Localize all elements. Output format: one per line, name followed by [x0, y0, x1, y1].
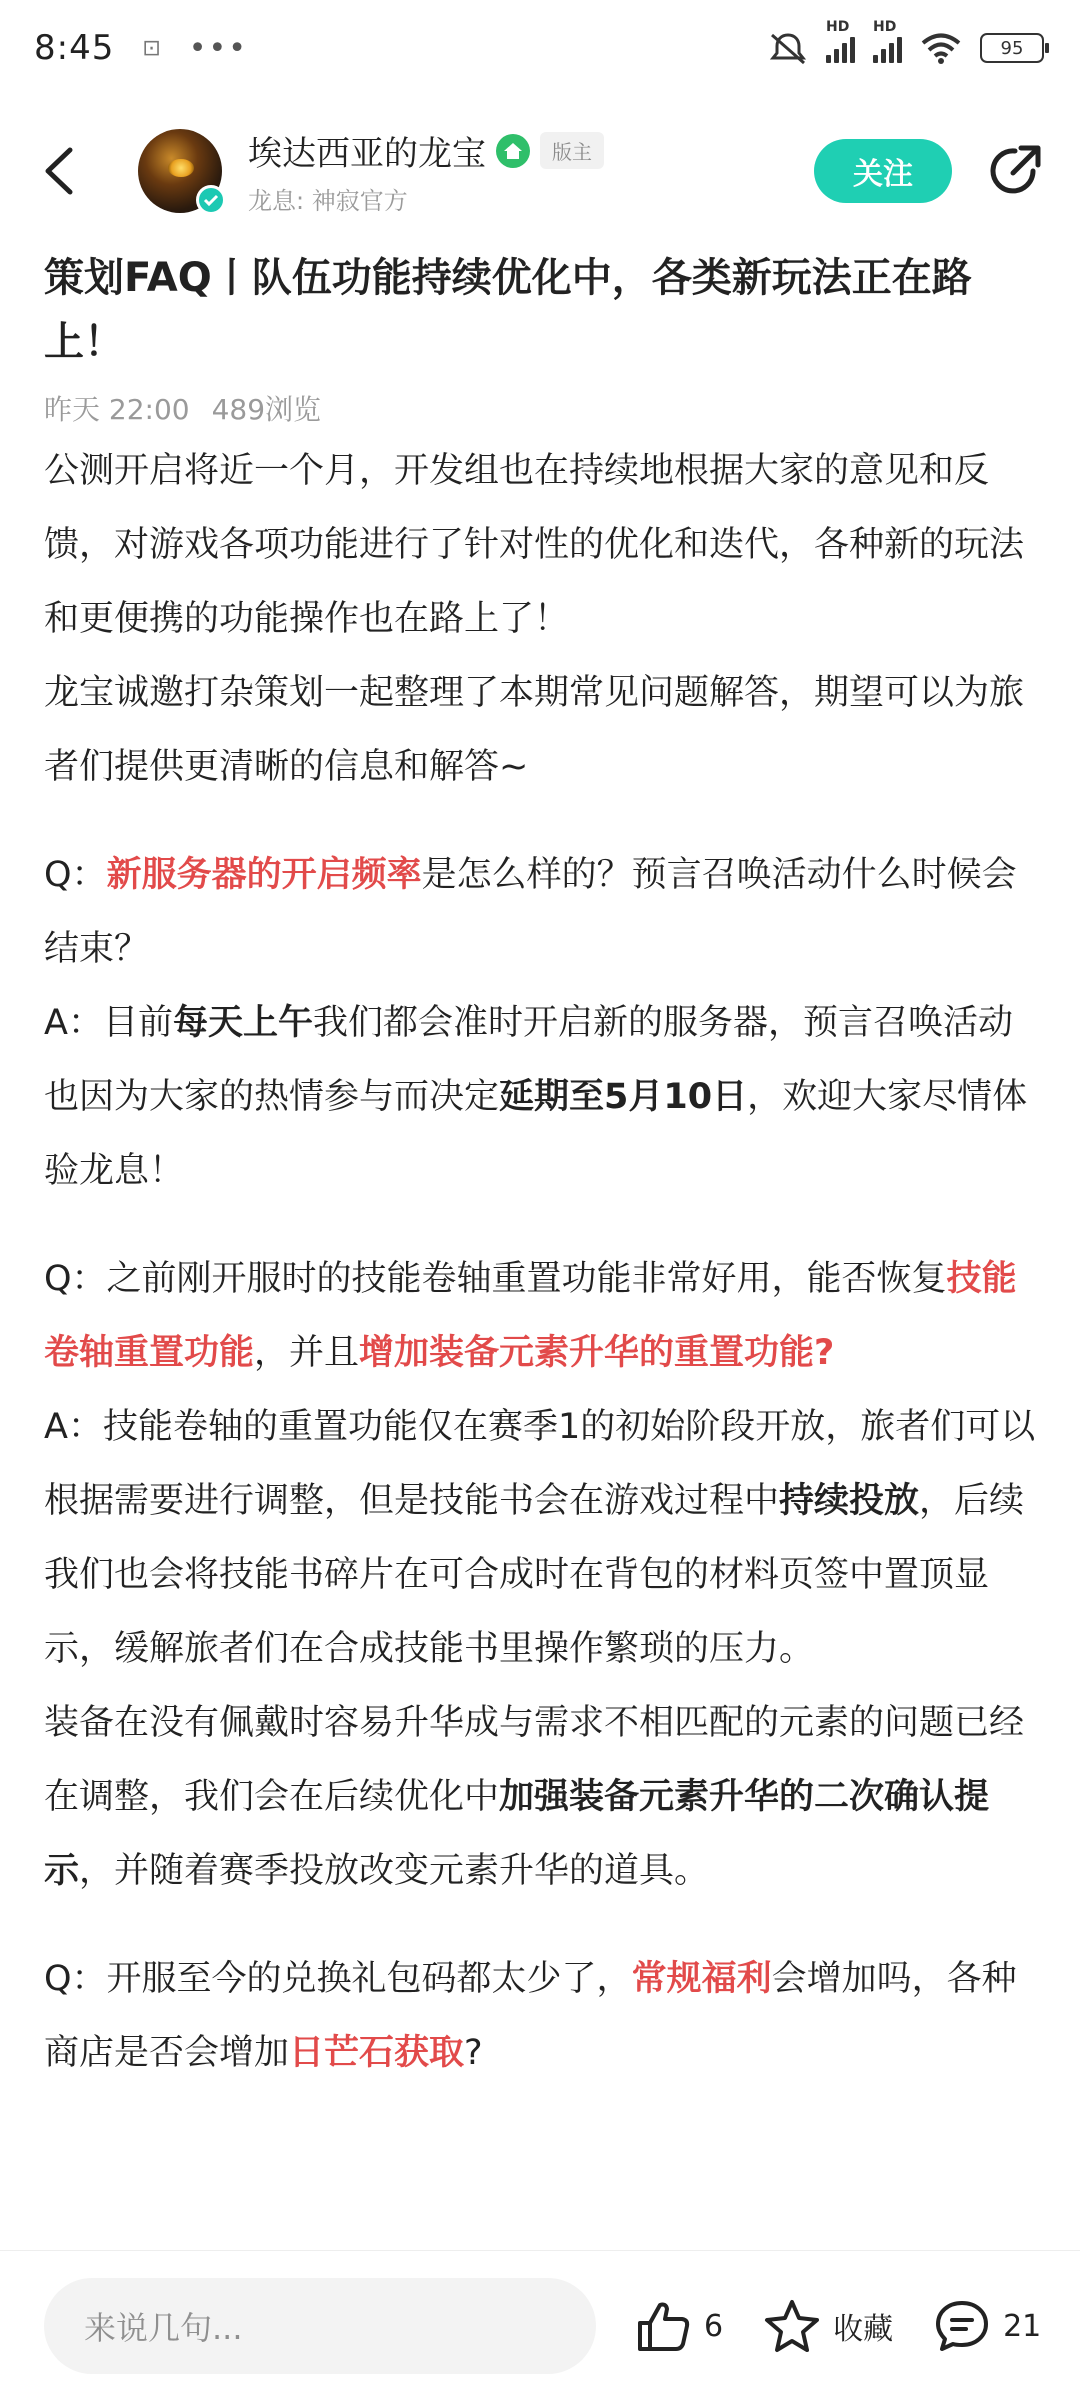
moderator-tag: 版主	[540, 132, 604, 169]
share-button[interactable]	[980, 136, 1050, 206]
q3-highlight-1: 常规福利	[631, 1959, 772, 1999]
more-notifications-icon: •••	[188, 30, 248, 66]
view-count: 489浏览	[211, 393, 322, 426]
star-icon	[763, 2298, 821, 2354]
comment-count: 21	[1003, 2308, 1042, 2344]
q3-highlight-2: 日芒石获取	[289, 2033, 465, 2073]
back-button[interactable]	[42, 141, 92, 201]
comment-button[interactable]	[933, 2299, 1041, 2353]
article	[44, 246, 1036, 2090]
author-name[interactable]: 埃达西亚的龙宝	[248, 134, 486, 174]
a1-end: ，欢迎大家尽情体验龙息！	[44, 1077, 1028, 1191]
article-body	[44, 434, 1036, 2090]
answer-2	[44, 1390, 1036, 1686]
q2-highlight-1: 技能卷轴重置功能	[44, 1259, 1017, 1373]
thumbs-up-icon	[636, 2299, 692, 2353]
favorite-label: 收藏	[833, 2312, 894, 2347]
a2-bold: 持续投放	[779, 1481, 920, 1521]
q1-rest: 是怎么样的？预言召唤活动什么时候会结束？	[44, 855, 1017, 969]
question-2	[44, 1242, 1036, 1390]
a1-prefix: A：目前	[44, 1003, 173, 1043]
author-row	[248, 126, 814, 175]
answer-2-continued	[44, 1686, 1036, 1908]
signal-icon-2	[873, 19, 902, 63]
verified-icon	[196, 185, 226, 215]
avatar[interactable]	[138, 129, 222, 213]
intro-paragraph-1: 公测开启将近一个月，开发组也在持续地根据大家的意见和反馈，对游戏各项功能进行了针对性的优化和迭代，各种新的玩法和更便携的功能操作也在路上了！	[44, 451, 1025, 639]
status-left	[34, 28, 248, 68]
q3-mid: 会增加吗，各种商店是否会增加	[44, 1959, 1017, 2073]
follow-button[interactable]: 关注	[814, 139, 952, 203]
favorite-button[interactable]	[763, 2298, 893, 2354]
article-title: 策划FAQ丨队伍功能持续优化中，各类新玩法正在路上！	[44, 255, 972, 365]
a2b-end: ，并随着赛季投放改变元素升华的道具。	[79, 1851, 710, 1891]
a1-bold-1: 每天上午	[172, 1003, 313, 1043]
author-info[interactable]	[248, 126, 814, 216]
comment-bubble-icon	[933, 2299, 991, 2353]
intro-paragraph-2: 龙宝诚邀打杂策划一起整理了本期常见问题解答，期望可以为旅者们提供更清晰的信息和解答~	[44, 673, 1025, 787]
a2-prefix: A：技能卷轴的重置功能仅在赛季1的初始阶段开放，旅者们可以根据需要进行调整，但是技能书会在游戏过程中	[44, 1407, 1036, 1521]
a2b-prefix: 装备在没有佩戴时容易升华成与需求不相匹配的元素的问题已经在调整，我们会在后续优化中	[44, 1703, 1025, 1817]
status-right	[768, 19, 1044, 65]
a1-bold-2: 延期至5月10日	[499, 1077, 748, 1117]
status-time: 8:45	[34, 28, 115, 68]
mute-icon	[768, 31, 808, 65]
screen-record-icon: ⊡	[142, 35, 161, 61]
post-date: 昨天 22:00	[44, 393, 190, 426]
article-meta	[44, 388, 1036, 428]
q3-prefix: Q：开服至今的兑换礼包码都太少了，	[44, 1959, 632, 1999]
status-bar	[0, 0, 1080, 96]
question-3	[44, 1942, 1036, 2090]
question-1	[44, 838, 1036, 986]
q3-end: ?	[464, 2033, 483, 2073]
wifi-icon	[920, 32, 962, 64]
like-button[interactable]	[636, 2299, 723, 2353]
bottom-action-bar	[0, 2250, 1080, 2401]
house-badge-icon	[496, 134, 530, 168]
q2-highlight-2: 增加装备元素升华的重置功能?	[359, 1333, 835, 1373]
a1-mid: 我们都会准时开启新的服务器，预言召唤活动也因为大家的热情参与而决定	[44, 1003, 1013, 1117]
comment-input[interactable]: 来说几句...	[44, 2278, 596, 2374]
battery-icon: 95	[980, 33, 1044, 63]
answer-1	[44, 986, 1036, 1208]
q1-highlight: 新服务器的开启频率	[106, 855, 422, 895]
share-icon	[985, 141, 1045, 201]
q2-prefix: Q：之前刚开服时的技能卷轴重置功能非常好用，能否恢复	[44, 1259, 947, 1299]
q1-prefix: Q：	[44, 855, 107, 895]
a2b-bold: 加强装备元素升华的二次确认提示	[44, 1777, 990, 1891]
like-count: 6	[704, 2308, 724, 2344]
dragon-eye-image	[168, 159, 194, 177]
q2-mid: ，并且	[254, 1333, 360, 1373]
post-header	[0, 96, 1080, 246]
a2-end: ，后续我们也会将技能书碎片在可合成时在背包的材料页签中置顶显示，缓解旅者们在合成技能书里操作繁琐的压力。	[44, 1481, 1025, 1669]
signal-icon-1	[826, 19, 855, 63]
hd-label-1: HD	[826, 19, 850, 35]
author-subtitle: 龙息: 神寂官方	[248, 187, 408, 215]
hd-label-2: HD	[873, 19, 897, 35]
chevron-left-icon	[42, 146, 76, 196]
